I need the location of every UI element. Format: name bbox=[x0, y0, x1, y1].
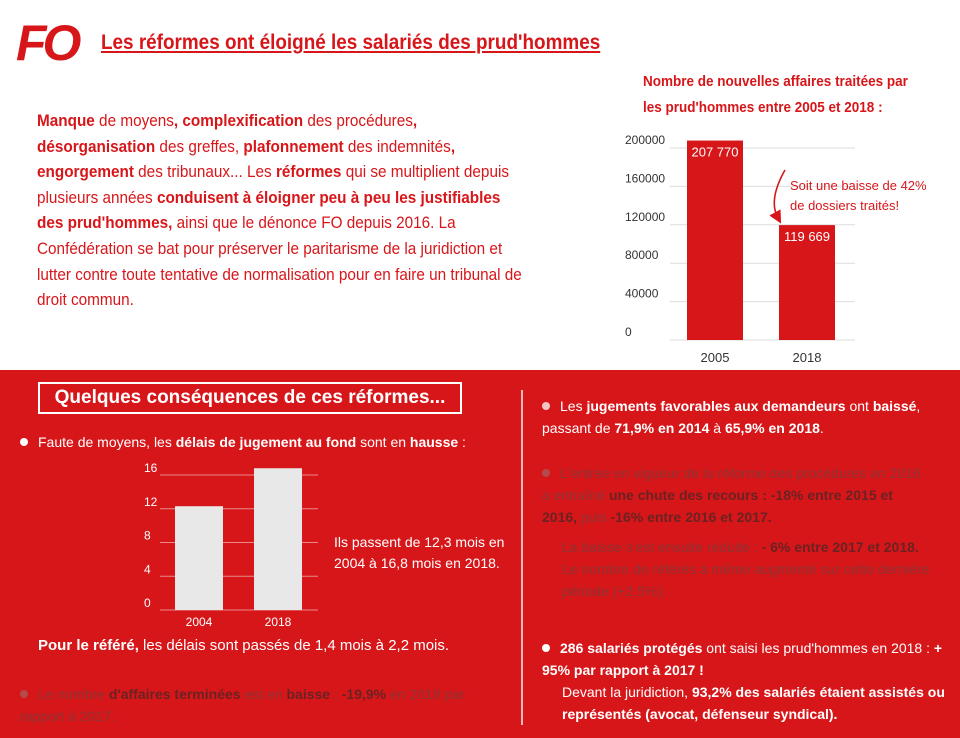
text-segment: , engorgement bbox=[37, 136, 456, 182]
consequences-heading: Quelques conséquences de ces réformes... bbox=[38, 382, 462, 414]
chart2-ytick-label: 4 bbox=[144, 562, 151, 577]
text-segment: une chute des recours : -18% entre 2015 et 2016, bbox=[542, 487, 893, 525]
text-segment: conduisent à éloigner peu à peu les justifiables des prud'hommes, bbox=[37, 187, 501, 233]
text-segment: 65,9% en 2018 bbox=[724, 420, 820, 436]
text-segment: d'affaires terminées bbox=[108, 686, 241, 702]
chart2-ytick-label: 8 bbox=[144, 528, 151, 543]
bullet-dot bbox=[20, 438, 28, 446]
text-segment: ont bbox=[845, 398, 873, 414]
text-segment: baisse bbox=[286, 686, 331, 702]
text-segment: est en bbox=[240, 686, 287, 702]
chart1-value-label: 119 669 bbox=[783, 229, 831, 245]
text-segment: les délais sont passés de 1,4 mois à 2,2 mois. bbox=[138, 637, 450, 654]
proteges-para2 bbox=[562, 681, 952, 725]
bullet-reforme bbox=[542, 462, 927, 528]
bullet-delais bbox=[20, 431, 520, 453]
text-segment: . bbox=[819, 420, 824, 436]
text-segment: , passant de bbox=[542, 398, 921, 436]
chart2-ytick-label: 0 bbox=[144, 596, 151, 610]
text-segment: à bbox=[709, 420, 725, 436]
chart1-category-label: 2005 bbox=[700, 350, 730, 365]
chart1-ytick-label: 200000 bbox=[625, 133, 666, 147]
bullet-delais-text bbox=[38, 434, 466, 450]
text-segment: , complexification bbox=[173, 111, 304, 130]
reforme-para2 bbox=[562, 536, 932, 602]
chart2-category-label: 2018 bbox=[264, 615, 292, 629]
text-segment: Manque bbox=[37, 111, 95, 130]
chart1-ytick-label: 120000 bbox=[625, 209, 666, 224]
bullet-terminees-text bbox=[20, 686, 465, 724]
chart1-title: Nombre de nouvelles affaires traitées par les prud'hommes entre 2005 et 2018 : bbox=[643, 73, 908, 116]
bullet-dot bbox=[542, 402, 550, 410]
text-segment: en 2018 par rapport à 2017. bbox=[20, 686, 465, 724]
text-segment: qui se multiplient depuis plusieurs années bbox=[37, 162, 510, 207]
text-segment: -16% entre 2016 et 2017. bbox=[610, 509, 772, 525]
bullet-dot bbox=[20, 690, 28, 698]
text-segment: L'entrée en vigueur de la réforme des procédures en 2016 a entraîné bbox=[542, 465, 921, 503]
chart1-ytick-label: 160000 bbox=[625, 171, 666, 186]
text-segment: Le nombre de référés a même augmenté sur cette dernière période (+2,5%). bbox=[562, 561, 930, 599]
bullet-proteges bbox=[542, 637, 952, 681]
band-divider bbox=[521, 390, 523, 725]
text-segment: 286 salariés protégés bbox=[560, 640, 703, 656]
text-segment: Devant la juridiction, bbox=[562, 684, 692, 700]
chart1-category-label: 2018 bbox=[792, 350, 822, 365]
affaires-bar-chart bbox=[600, 130, 927, 370]
text-segment: baissé bbox=[872, 398, 917, 414]
text-segment: des greffes, bbox=[155, 136, 244, 156]
chart2-ytick-label: 16 bbox=[144, 461, 158, 475]
text-segment: La baisse s'est ensuite réduite : bbox=[562, 539, 762, 555]
text-segment: + 95% par rapport à 2017 ! bbox=[542, 640, 943, 678]
text-segment: des procédures bbox=[303, 111, 413, 130]
fo-logo-text: FO bbox=[16, 15, 78, 71]
text-segment: hausse bbox=[409, 434, 459, 450]
text-segment: -19,9% bbox=[341, 686, 387, 702]
text-segment: jugements favorables aux demandeurs bbox=[586, 398, 846, 414]
text-segment: Les bbox=[560, 398, 587, 414]
chart2-bar bbox=[175, 506, 223, 610]
text-segment: de moyens bbox=[94, 111, 174, 130]
chart2-category-label: 2004 bbox=[185, 615, 213, 629]
text-segment: 93,2% des salariés étaient assistés ou représentés (avocat, défenseur syndical). bbox=[562, 684, 945, 722]
text-segment: puis bbox=[577, 509, 611, 525]
chart1-bar bbox=[687, 141, 743, 340]
intro-paragraph bbox=[37, 108, 523, 313]
chart2-ytick-label: 12 bbox=[144, 494, 158, 509]
text-segment: ainsi que le dénonce FO depuis 2016. La Confédération se bat pour préserver le paritarisme de la juridiction et lutter contre toute tentative de normalisation pour en faire un tribunal de droit commun. bbox=[37, 213, 522, 310]
chart1-annotation-line1: Soit une baisse de 42% bbox=[790, 178, 927, 193]
chart1-ytick-label: 0 bbox=[625, 325, 632, 339]
bullet-jugements bbox=[542, 395, 942, 439]
delais-bar-chart bbox=[130, 461, 320, 630]
text-segment: Pour le référé, bbox=[38, 637, 139, 654]
text-segment: : bbox=[458, 434, 466, 450]
bullet-terminees bbox=[20, 683, 480, 727]
bullet-dot bbox=[542, 644, 550, 652]
text-segment: Le nombre bbox=[38, 686, 109, 702]
bullet-dot bbox=[542, 469, 550, 477]
chart1-value-label: 207 770 bbox=[691, 144, 739, 160]
fo-logo bbox=[14, 12, 78, 71]
text-segment: plafonnement bbox=[243, 136, 344, 156]
chart1-annotation-arrow bbox=[774, 170, 785, 218]
chart1-ytick-label: 40000 bbox=[625, 286, 659, 301]
text-segment: ont saisi les prud'hommes en 2018 : bbox=[702, 640, 934, 656]
bullet-proteges-text bbox=[542, 640, 942, 678]
text-segment: délais de jugement au fond bbox=[175, 434, 357, 450]
chart1-ytick-label: 80000 bbox=[625, 248, 659, 263]
bullet-jugements-text bbox=[542, 398, 920, 436]
text-segment: sont en bbox=[356, 434, 410, 450]
chart1-annotation-line2: de dossiers traités! bbox=[790, 198, 900, 213]
text-segment: Faute de moyens, les bbox=[38, 434, 176, 450]
text-segment: réformes bbox=[275, 162, 342, 182]
text-segment: 71,9% en 2014 bbox=[614, 420, 710, 436]
chart2-bar bbox=[254, 468, 302, 610]
text-segment: , désorganisation bbox=[37, 111, 418, 156]
text-segment: des tribunaux... Les bbox=[133, 162, 276, 182]
bullet-reforme-text bbox=[542, 465, 921, 525]
page-title: Les réformes ont éloigné les salariés des prud'hommes bbox=[101, 31, 601, 54]
delais-caption: Ils passent de 12,3 mois en 2004 à 16,8 mois en 2018. bbox=[334, 534, 505, 571]
text-segment: - 6% entre 2017 et 2018. bbox=[761, 539, 919, 555]
text-segment: : bbox=[330, 686, 342, 702]
text-segment: des indemnités bbox=[343, 136, 451, 156]
refere-text bbox=[38, 637, 498, 654]
